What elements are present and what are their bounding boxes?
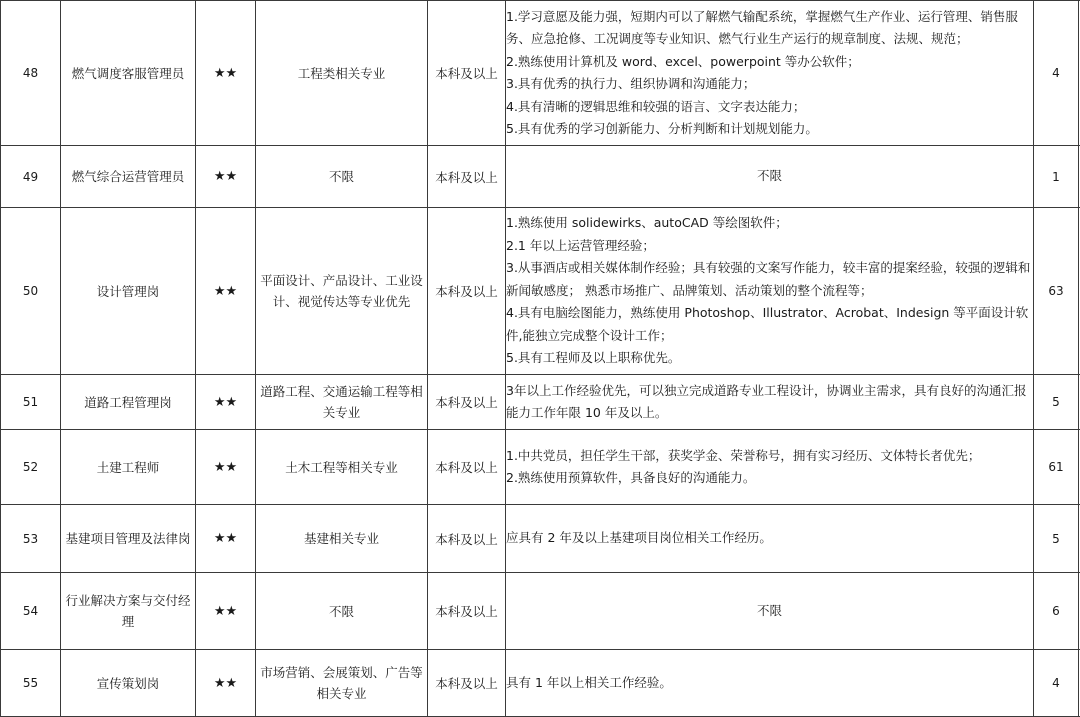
- requirement-item: 不限: [506, 165, 1033, 188]
- hiring-count: 4: [1034, 1, 1079, 146]
- row-number: 54: [1, 573, 61, 650]
- row-number: 55: [1, 650, 61, 717]
- hiring-count: 6: [1034, 573, 1079, 650]
- requirement-item: 2.1 年以上运营管理经验；: [506, 235, 1033, 258]
- requirement-item: 应具有 2 年及以上基建项目岗位相关工作经历。: [506, 527, 1033, 550]
- position-title: 土建工程师: [61, 430, 196, 505]
- major-requirement: 平面设计、产品设计、工业设计、视觉传达等专业优先: [256, 208, 428, 375]
- hiring-count: 5: [1034, 505, 1079, 573]
- row-number: 48: [1, 1, 61, 146]
- position-level: ★★: [196, 505, 256, 573]
- table-row: [1, 1, 1080, 146]
- table-row: [1, 573, 1080, 650]
- requirement-item: 4.具有电脑绘图能力，熟练使用 Photoshop、Illustrator、Acrobat、Indesign 等平面设计软件,能独立完成整个设计工作；: [506, 302, 1033, 347]
- major-requirement: 不限: [256, 573, 428, 650]
- position-title: 设计管理岗: [61, 208, 196, 375]
- hiring-count: 63: [1034, 208, 1079, 375]
- job-requirements: [506, 573, 1034, 650]
- requirement-item: 4.具有清晰的逻辑思维和较强的语言、文字表达能力；: [506, 96, 1033, 119]
- position-level: ★★: [196, 573, 256, 650]
- degree-requirement: 本科及以上: [428, 375, 506, 430]
- position-level: ★★: [196, 146, 256, 208]
- position-title: 宣传策划岗: [61, 650, 196, 717]
- position-level: ★★: [196, 430, 256, 505]
- major-requirement: 不限: [256, 146, 428, 208]
- requirement-item: 2.熟练使用计算机及 word、excel、powerpoint 等办公软件；: [506, 51, 1033, 74]
- requirement-item: 1.熟练使用 solidewirks、autoCAD 等绘图软件；: [506, 212, 1033, 235]
- row-number: 51: [1, 375, 61, 430]
- position-level: ★★: [196, 1, 256, 146]
- row-number: 52: [1, 430, 61, 505]
- degree-requirement: 本科及以上: [428, 1, 506, 146]
- requirement-item: 不限: [506, 600, 1033, 623]
- job-requirements: [506, 505, 1034, 573]
- degree-requirement: 本科及以上: [428, 650, 506, 717]
- row-number: 53: [1, 505, 61, 573]
- table-row: [1, 430, 1080, 505]
- position-level: ★★: [196, 208, 256, 375]
- row-number: 50: [1, 208, 61, 375]
- job-requirements: [506, 208, 1034, 375]
- major-requirement: 市场营销、会展策划、广告等相关专业: [256, 650, 428, 717]
- job-requirements: [506, 430, 1034, 505]
- degree-requirement: 本科及以上: [428, 208, 506, 375]
- table-row: [1, 505, 1080, 573]
- requirement-item: 1.中共党员，担任学生干部，获奖学金、荣誉称号，拥有实习经历、文体特长者优先；: [506, 445, 1033, 468]
- requirement-item: 5.具有优秀的学习创新能力、分析判断和计划规划能力。: [506, 118, 1033, 141]
- position-level: ★★: [196, 375, 256, 430]
- degree-requirement: 本科及以上: [428, 505, 506, 573]
- job-requirements: [506, 650, 1034, 717]
- job-requirements: [506, 375, 1034, 430]
- requirement-item: 3.具有优秀的执行力、组织协调和沟通能力；: [506, 73, 1033, 96]
- requirement-item: 5.具有工程师及以上职称优先。: [506, 347, 1033, 370]
- table-row: [1, 146, 1080, 208]
- major-requirement: 工程类相关专业: [256, 1, 428, 146]
- degree-requirement: 本科及以上: [428, 430, 506, 505]
- major-requirement: 基建相关专业: [256, 505, 428, 573]
- table-row: [1, 208, 1080, 375]
- position-title: 基建项目管理及法律岗: [61, 505, 196, 573]
- job-requirements: [506, 146, 1034, 208]
- hiring-count: 1: [1034, 146, 1079, 208]
- position-title: 行业解决方案与交付经理: [61, 573, 196, 650]
- row-number: 49: [1, 146, 61, 208]
- table-row: [1, 650, 1080, 717]
- hiring-count: 4: [1034, 650, 1079, 717]
- position-title: 燃气调度客服管理员: [61, 1, 196, 146]
- job-requirements: [506, 1, 1034, 146]
- major-requirement: 土木工程等相关专业: [256, 430, 428, 505]
- position-title: 道路工程管理岗: [61, 375, 196, 430]
- major-requirement: 道路工程、交通运输工程等相关专业: [256, 375, 428, 430]
- hiring-count: 5: [1034, 375, 1079, 430]
- position-level: ★★: [196, 650, 256, 717]
- degree-requirement: 本科及以上: [428, 573, 506, 650]
- requirement-item: 3年以上工作经验优先，可以独立完成道路专业工程设计，协调业主需求，具有良好的沟通汇报能力工作年限 10 年及以上。: [506, 380, 1033, 425]
- table-body: [1, 1, 1080, 717]
- degree-requirement: 本科及以上: [428, 146, 506, 208]
- requirement-item: 3.从事酒店或相关媒体制作经验；具有较强的文案写作能力，较丰富的提案经验，较强的逻辑和新闻敏感度； 熟悉市场推广、品牌策划、活动策划的整个流程等；: [506, 257, 1033, 302]
- requirement-item: 1.学习意愿及能力强，短期内可以了解燃气输配系统，掌握燃气生产作业、运行管理、销售服务、应急抢修、工况调度等专业知识、燃气行业生产运行的规章制度、法规、规范；: [506, 6, 1033, 51]
- requirement-item: 2.熟练使用预算软件，具备良好的沟通能力。: [506, 467, 1033, 490]
- requirement-item: 具有 1 年以上相关工作经验。: [506, 672, 1033, 695]
- table-row: [1, 375, 1080, 430]
- hiring-count: 61: [1034, 430, 1079, 505]
- position-title: 燃气综合运营管理员: [61, 146, 196, 208]
